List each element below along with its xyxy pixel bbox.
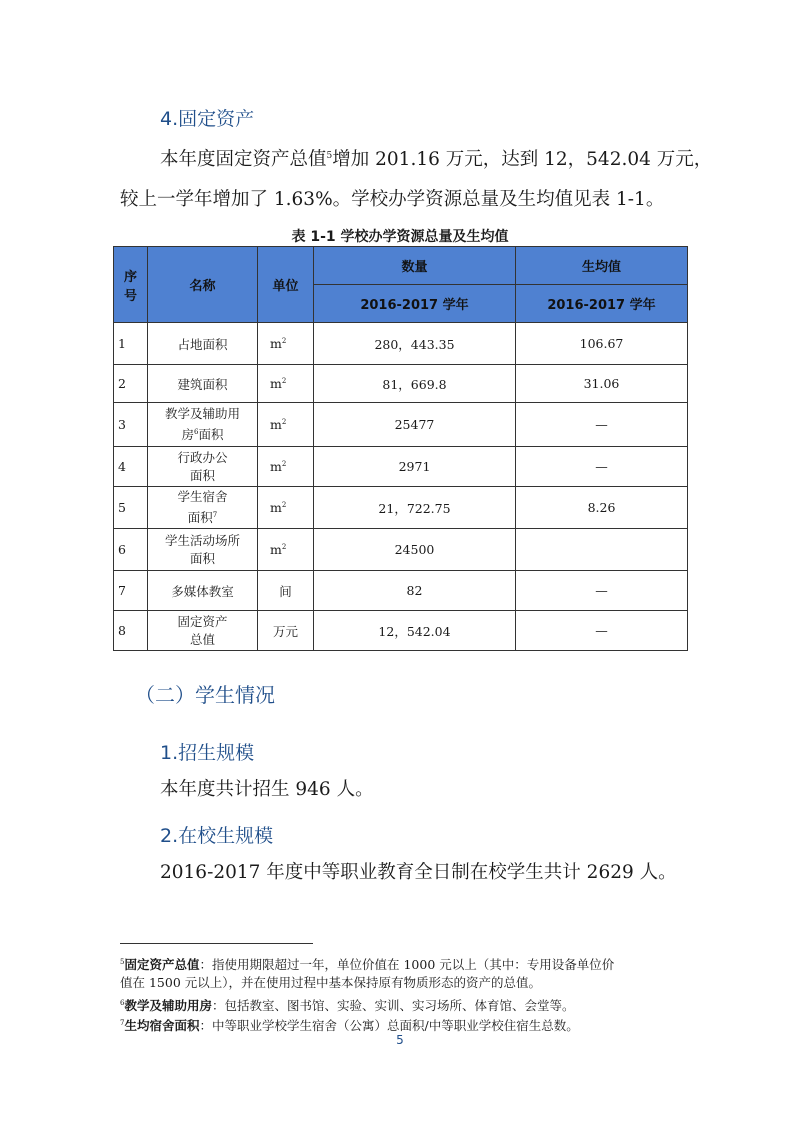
row-unit: 间 [258, 571, 314, 611]
header-year-per-student: 2016-2017 学年 [516, 285, 688, 323]
footnote-6: $^6$教学及辅助用房：包括教室、图书馆、实验、实训、实习场所、体育馆、会堂等。 [120, 998, 575, 1014]
footnote-5: $^5$固定资产总值：指使用期限超过一年，单位价值在 1000 元以上（其中：专用设备单位价 值在 1500 元以上），并在使用过程中基本保持原有物质形态的资产的总值。 [120, 957, 615, 991]
row-seq: 1 [114, 323, 148, 365]
paragraph-students-in-school: 2016-2017 年度中等职业教育全日制在校学生共计 2629 人。 [160, 862, 677, 883]
row-unit: $m^2$ [258, 323, 314, 365]
footnote-ref-5: 5 [326, 150, 333, 161]
section-heading-fixed-assets: 4.固定资产 [160, 108, 255, 130]
subheading-students-in-school: 2.在校生规模 [160, 825, 274, 847]
header-quantity: 数量 [314, 247, 516, 285]
table-row [114, 571, 688, 611]
row-name: 建筑面积 [148, 365, 258, 403]
row-name: 教学及辅助用 房$^6$面积 [148, 403, 258, 447]
row-per-student: — [516, 571, 688, 611]
row-unit: 万元 [258, 611, 314, 651]
row-per-student: 31.06 [516, 365, 688, 403]
row-quantity: 12，542.04 [314, 611, 516, 651]
row-per-student: — [516, 611, 688, 651]
page-number: 5 [396, 1033, 404, 1047]
row-quantity: 25477 [314, 403, 516, 447]
footnote-divider [120, 943, 313, 944]
row-per-student: 106.67 [516, 323, 688, 365]
table-row [114, 487, 688, 529]
row-name: 固定资产 总值 [148, 611, 258, 651]
footnote-7: $^7$生均宿舍面积：中等职业学校学生宿舍（公寓）总面积/中等职业学校住宿生总数。 [120, 1018, 579, 1034]
row-name: 多媒体教室 [148, 571, 258, 611]
table-row [114, 611, 688, 651]
header-per-student: 生均值 [516, 247, 688, 285]
paragraph-fixed-assets-2: 较上一学年增加了 1.63%。学校办学资源总量及生均值见表 1-1。 [120, 189, 665, 210]
table-row [114, 323, 688, 365]
table-row [114, 529, 688, 571]
row-per-student: — [516, 447, 688, 487]
row-seq: 5 [114, 487, 148, 529]
header-seq: 序号 [114, 247, 148, 323]
row-quantity: 24500 [314, 529, 516, 571]
row-seq: 7 [114, 571, 148, 611]
row-unit: $m^2$ [258, 447, 314, 487]
table-caption: 表 1-1 学校办学资源总量及生均值 [291, 229, 509, 245]
header-year-quantity: 2016-2017 学年 [314, 285, 516, 323]
row-per-student [516, 529, 688, 571]
row-name: 学生宿舍 面积$^7$ [148, 487, 258, 529]
table-row [114, 447, 688, 487]
row-seq: 8 [114, 611, 148, 651]
section-heading-students: （二）学生情况 [135, 683, 275, 707]
header-unit: 单位 [258, 247, 314, 323]
row-quantity: 81，669.8 [314, 365, 516, 403]
paragraph-fixed-assets-1: 本年度固定资产总值$^5$增加 201.16 万元，达到 12，542.04 万元， [160, 149, 713, 170]
row-quantity: 21，722.75 [314, 487, 516, 529]
table-row [114, 403, 688, 447]
row-unit: $m^2$ [258, 529, 314, 571]
paragraph-enrollment: 本年度共计招生 946 人。 [160, 779, 374, 800]
row-unit: $m^2$ [258, 403, 314, 447]
row-seq: 4 [114, 447, 148, 487]
resources-table [113, 246, 688, 651]
row-per-student: 8.26 [516, 487, 688, 529]
row-quantity: 2971 [314, 447, 516, 487]
row-quantity: 280，443.35 [314, 323, 516, 365]
header-name: 名称 [148, 247, 258, 323]
row-name: 学生活动场所 面积 [148, 529, 258, 571]
row-per-student: — [516, 403, 688, 447]
row-name: 行政办公 面积 [148, 447, 258, 487]
table-row [114, 365, 688, 403]
row-seq: 6 [114, 529, 148, 571]
row-unit: $m^2$ [258, 487, 314, 529]
row-quantity: 82 [314, 571, 516, 611]
row-name: 占地面积 [148, 323, 258, 365]
subheading-enrollment: 1.招生规模 [160, 742, 255, 764]
row-seq: 3 [114, 403, 148, 447]
row-seq: 2 [114, 365, 148, 403]
row-unit: $m^2$ [258, 365, 314, 403]
